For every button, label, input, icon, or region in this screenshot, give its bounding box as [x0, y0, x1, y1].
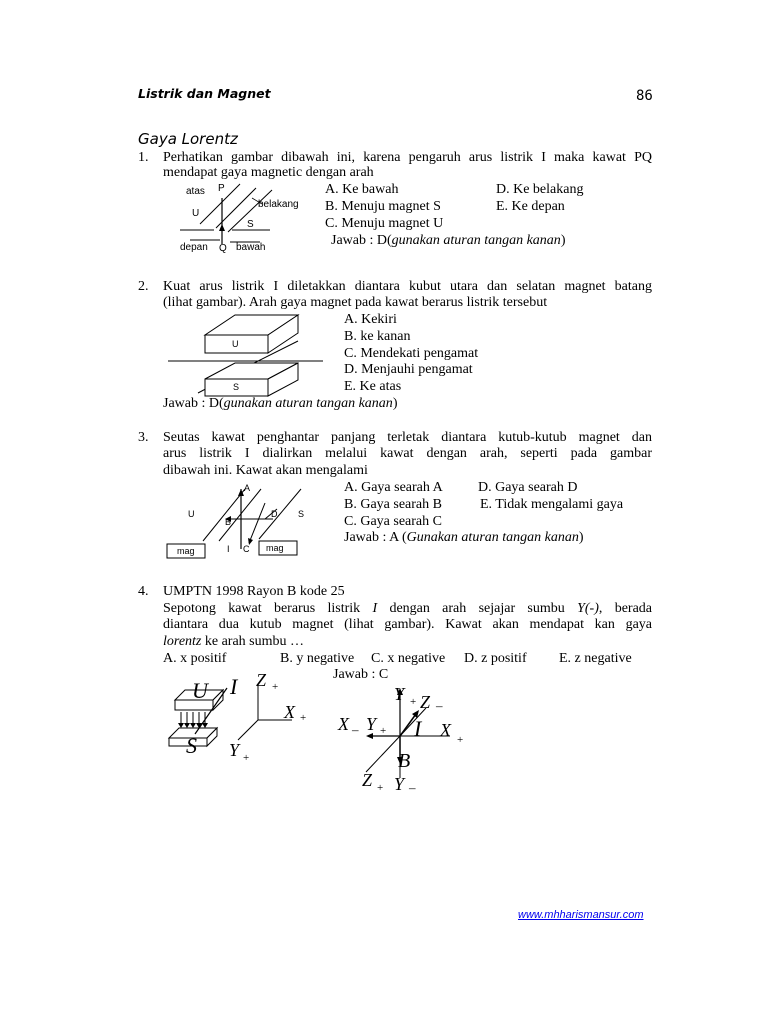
q2-figure — [168, 313, 328, 399]
q3-fig-label-u: U — [188, 509, 195, 519]
q3-fig-label-b: B — [225, 517, 232, 527]
q4-small-x-sign: + — [300, 712, 307, 724]
footer-website-link[interactable]: www.mhharismansur.com — [518, 909, 644, 921]
q3-answer: Jawab : A (Gunakan aturan tangan kanan) — [344, 530, 584, 545]
q4-large-y-top-label: Y — [394, 684, 405, 704]
q3-option-b: B. Gaya searah B — [344, 497, 442, 512]
q4-option-a: A. x positif — [163, 651, 227, 666]
q4-large-x-right-label: X — [440, 720, 451, 740]
q3-fig-label-mag1: mag — [177, 546, 195, 556]
q3-fig-label-i: I — [227, 544, 230, 554]
q2-option-b: B. ke kanan — [344, 329, 411, 344]
q4-large-x-right-sign: + — [457, 734, 464, 746]
q4-option-c: C. x negative — [371, 651, 446, 666]
q3-text-line1: Seutas kawat penghantar panjang terletak diantara kutub-kutub magnet dan — [163, 430, 652, 445]
q1-fig-label-u: U — [192, 208, 200, 219]
q2-text-line2: (lihat gambar). Arah gaya magnet pada kawat berarus listrik tersebut — [163, 295, 548, 310]
q1-option-e: E. Ke depan — [496, 199, 565, 214]
q1-option-c: C. Menuju magnet U — [325, 216, 444, 231]
q4-large-i-label: I — [414, 716, 422, 741]
q4-large-x-left-label: X — [338, 714, 349, 734]
q3-option-e: E. Tidak mengalami gaya — [480, 497, 624, 512]
q2-option-d: D. Menjauhi pengamat — [344, 362, 473, 377]
q3-text-line2: arus listrik I dialirkan melalui kawat dengan arah, seperti pada gambar — [163, 446, 652, 461]
q3-fig-label-d: D — [271, 509, 278, 519]
q4-large-y-mid-label: Y — [366, 714, 377, 734]
q4-text-line2: Sepotong kawat berarus listrik I dengan arah sejajar sumbu Y(-), berada — [163, 601, 652, 616]
q4-text-line3: diantara dua kutub magnet (lihat gambar). Kawat akan mendapat kan gaya — [163, 617, 652, 632]
page-number: 86 — [636, 88, 653, 104]
q4-large-y-bottom-sign: – — [409, 780, 416, 795]
q1-fig-label-s: S — [247, 219, 254, 230]
q1-number: 1. — [138, 150, 149, 165]
q4-small-z-sign: + — [272, 681, 279, 693]
q3-text-line3: dibawah ini. Kawat akan mengalami — [163, 463, 368, 478]
q3-option-a: A. Gaya searah A — [344, 480, 443, 495]
q2-option-a: A. Kekiri — [344, 312, 397, 327]
q4-small-z-label: Z — [256, 670, 267, 690]
q4-option-e: E. z negative — [559, 651, 632, 666]
q4-large-z-top-label: Z — [420, 692, 431, 712]
q4-answer: Jawab : C — [333, 667, 389, 682]
q4-large-z-bottom-sign: + — [377, 782, 384, 794]
chapter-title: Listrik dan Magnet — [138, 86, 271, 101]
q1-text-line1: Perhatikan gambar dibawah ini, karena pengaruh arus listrik I maka kawat PQ — [163, 150, 652, 165]
q4-axes-small — [228, 670, 308, 760]
q4-large-x-left-sign: – — [352, 722, 359, 737]
q4-large-y-top-sign: + — [410, 696, 417, 708]
q4-large-y-bottom-label: Y — [394, 774, 405, 794]
q4-small-y-sign: + — [243, 752, 250, 764]
q4-option-b: B. y negative — [280, 651, 355, 666]
q1-option-b: B. Menuju magnet S — [325, 199, 441, 214]
q2-fig-label-s: S — [233, 382, 240, 392]
q4-fig-label-i: I — [230, 674, 238, 699]
q1-fig-label-belakang: belakang — [258, 199, 299, 210]
q1-fig-label-q: Q — [219, 243, 227, 254]
q2-option-e: E. Ke atas — [344, 379, 402, 394]
q2-answer: Jawab : D(gunakan aturan tangan kanan) — [163, 396, 398, 411]
q4-fig-label-s: S — [186, 733, 197, 758]
q4-large-z-top-sign: – — [436, 698, 443, 713]
q3-fig-label-mag2: mag — [266, 543, 284, 553]
q1-fig-label-bawah: bawah — [236, 242, 266, 253]
q4-text-line4: lorentz ke arah sumbu … — [163, 634, 305, 649]
q3-option-c: C. Gaya searah C — [344, 514, 442, 529]
q3-fig-label-c: C — [243, 544, 250, 554]
q3-fig-label-s: S — [298, 509, 305, 519]
q1-option-a: A. Ke bawah — [325, 182, 399, 197]
q4-option-d: D. z positif — [464, 651, 527, 666]
q4-small-x-label: X — [284, 702, 295, 722]
q2-option-c: C. Mendekati pengamat — [344, 346, 479, 361]
q1-text-line2: mendapat gaya magnetic dengan arah — [163, 165, 374, 180]
q2-number: 2. — [138, 279, 149, 294]
q4-small-y-label: Y — [229, 740, 240, 760]
q4-large-z-bottom-label: Z — [362, 770, 373, 790]
q3-option-d: D. Gaya searah D — [478, 480, 578, 495]
q4-text-line1: UMPTN 1998 Rayon B kode 25 — [163, 584, 345, 599]
q1-answer: Jawab : D(gunakan aturan tangan kanan) — [331, 233, 566, 248]
q2-text-line1: Kuat arus listrik I diletakkan diantara kubut utara dan selatan magnet batang — [163, 279, 652, 294]
q2-fig-label-u: U — [232, 339, 239, 349]
q3-fig-label-a: A — [244, 483, 251, 493]
q4-large-b-label: B — [398, 750, 411, 772]
q1-fig-label-atas: atas — [186, 186, 205, 197]
q1-fig-label-p: P — [218, 183, 225, 194]
q4-number: 4. — [138, 584, 149, 599]
q3-number: 3. — [138, 430, 149, 445]
section-title: Gaya Lorentz — [138, 130, 238, 148]
q1-fig-label-depan: depan — [180, 242, 208, 253]
q4-fig-label-u: U — [192, 678, 208, 703]
q1-option-d: D. Ke belakang — [496, 182, 584, 197]
q4-large-y-mid-sign: + — [380, 725, 387, 737]
